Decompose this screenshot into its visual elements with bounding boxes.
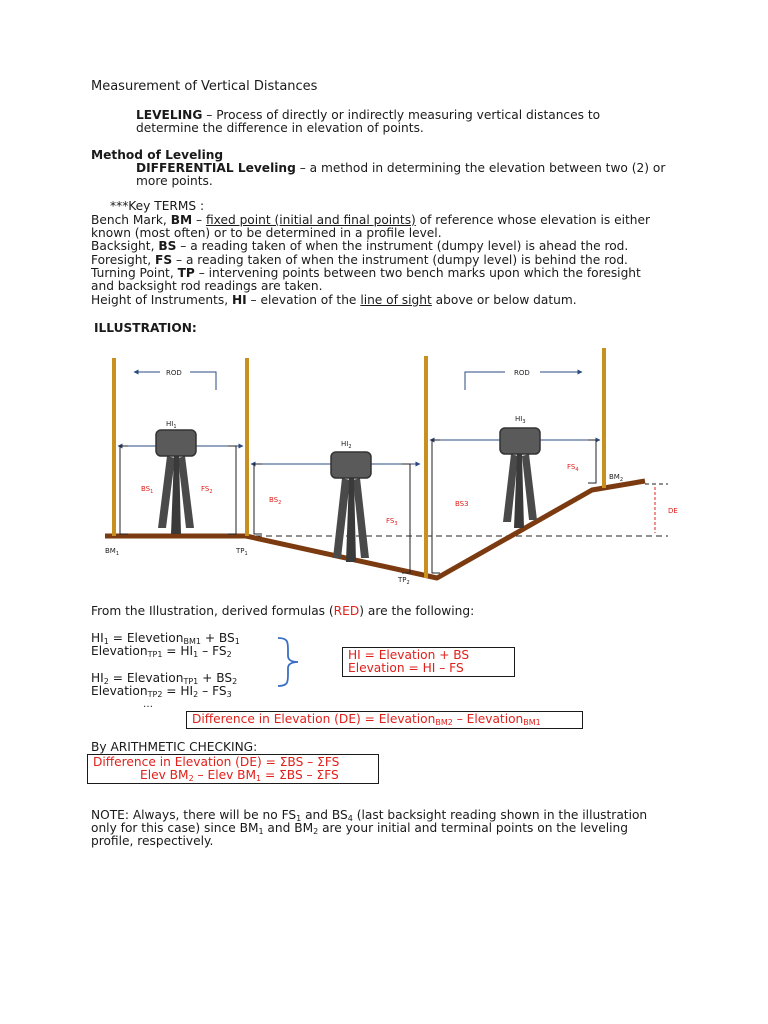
tp-rest: – intervening points between two bench marks upon which the foresight xyxy=(194,266,641,280)
intro-text-b: ) are the following: xyxy=(359,604,475,618)
hi-label: Height of Instruments, xyxy=(91,293,232,307)
formula-hi1: $HI_1$ = Elevetion$_{BM1}$ + $BS_1$ xyxy=(91,631,240,646)
checking-heading: By ARITHMETIC CHECKING: xyxy=(91,740,258,754)
hi-underlined: line of sight xyxy=(360,293,432,307)
note-line3: profile, respectively. xyxy=(91,834,214,848)
fs-abbr: FS xyxy=(155,253,173,267)
de-label: DE xyxy=(668,507,678,515)
bs-rest: – a reading taken of when the instrument (dumpy level) is ahead the rod. xyxy=(176,239,629,253)
rod-tp1 xyxy=(245,358,249,536)
bs3-bracket xyxy=(432,440,440,573)
bm-dash: – xyxy=(192,213,206,227)
term-bench-mark-line2: known (most often) or to be determined in a profile level. xyxy=(91,226,442,240)
differential-term: DIFFERENTIAL Leveling xyxy=(136,161,296,175)
box-formula-hi: HI = Elevation + BS xyxy=(348,648,470,662)
note-line2: only for this case) since $BM_1$ and $BM_2$ are your initial and terminal points on the leveling xyxy=(91,821,628,836)
rod-bm2 xyxy=(602,348,606,488)
checking-box xyxy=(87,754,379,784)
bs3-label: BS3 xyxy=(455,500,469,508)
fs4-bracket xyxy=(588,440,596,483)
formula-ellipsis: … xyxy=(143,699,153,710)
fs3-bracket xyxy=(402,464,410,573)
method-heading: Method of Leveling xyxy=(91,148,224,162)
tp-abbr: TP xyxy=(177,266,195,280)
hi3-label: $HI_3$ xyxy=(515,415,526,425)
leveling-def-line1: – Process of directly or indirectly measuring vertical distances to xyxy=(202,108,601,122)
fs4-label: $FS_4$ xyxy=(567,463,579,473)
differential-def-line2: more points. xyxy=(136,174,213,188)
bm2-label: $BM_2$ xyxy=(609,473,624,483)
bm-underlined: fixed point (initial and final points) xyxy=(205,213,416,227)
intro-text-a: From the Illustration, derived formulas ( xyxy=(91,604,334,618)
tp1-label: $TP_1$ xyxy=(236,547,248,557)
fs2-bracket xyxy=(228,446,236,534)
dumpy-level-1 xyxy=(156,430,196,534)
leveling-term: LEVELING xyxy=(136,108,203,122)
fs-rest: – a reading taken of when the instrument (dumpy level) is behind the rod. xyxy=(172,253,628,267)
curly-brace-icon xyxy=(274,636,304,688)
rod-bm1 xyxy=(112,358,116,536)
formula-elev-tp2: Elevation$_{TP2}$ = $HI_2 - FS_3$ xyxy=(91,684,232,699)
bs-abbr: BS xyxy=(158,239,177,253)
note-line1: NOTE: Always, there will be no $FS_1$ and $BS_4$ (last backsight reading shown in the illustration xyxy=(91,808,648,823)
fs-label: Foresight, xyxy=(91,253,155,267)
hi-rest: above or below datum. xyxy=(431,293,577,307)
hi-mid: – elevation of the xyxy=(246,293,361,307)
intro-red-word: RED xyxy=(333,604,360,618)
fs2-label: $FS_2$ xyxy=(201,485,213,495)
checking-line2: Elev $BM_2$ – Elev $BM_1 = \Sigma BS - \Sigma FS$ xyxy=(140,768,339,783)
fs3-label: $FS_3$ xyxy=(386,517,398,527)
bs-label: Backsight, xyxy=(91,239,159,253)
bs1-bracket xyxy=(120,446,128,534)
bm-rest: of reference whose elevation is either xyxy=(415,213,651,227)
box-formula-elevation: Elevation = HI – FS xyxy=(348,661,464,675)
illustration-heading: ILLUSTRATION: xyxy=(94,321,197,335)
formula-elev-tp1: Elevation$_{TP1}$ = $HI_1 - FS_2$ xyxy=(91,644,232,659)
tp-label: Turning Point, xyxy=(91,266,178,280)
hi1-label: $HI_1$ xyxy=(166,420,177,430)
formula-box-de xyxy=(186,711,583,729)
key-terms-heading: ***Key TERMS : xyxy=(110,199,205,213)
checking-line1: Difference in Elevation (DE) = ΣBS – ΣFS xyxy=(93,755,340,769)
bm1-label: $BM_1$ xyxy=(105,547,120,557)
leveling-def-line2: determine the difference in elevation of points. xyxy=(136,121,424,135)
rod-tp2 xyxy=(424,356,428,578)
tp2-label: $TP_2$ xyxy=(398,576,410,586)
hi-abbr: HI xyxy=(231,293,247,307)
bs2-label: $BS_2$ xyxy=(269,496,282,506)
rod-label-1: ROD xyxy=(166,369,182,377)
bm-abbr: BM xyxy=(170,213,193,227)
rod-label-2: ROD xyxy=(514,369,530,377)
differential-def-line1: – a method in determining the elevation between two (2) or xyxy=(295,161,666,175)
formulas-intro xyxy=(91,605,474,618)
hi2-label: $HI_2$ xyxy=(341,440,352,450)
formula-hi2: $HI_2$ = Elevation$_{TP1}$ + $BS_2$ xyxy=(91,671,238,686)
bs2-bracket xyxy=(254,464,262,534)
dumpy-level-2 xyxy=(331,452,371,562)
box-formula-de: Difference in Elevation (DE) = Elevation$_{BM2}$ – Elevation$_{BM1}$ xyxy=(192,712,541,727)
dumpy-level-3 xyxy=(500,428,540,528)
page-title: Measurement of Vertical Distances xyxy=(91,79,318,94)
bs1-label: $BS_1$ xyxy=(141,485,154,495)
formula-box-hi xyxy=(342,647,515,677)
term-turning-point-line2: and backsight rod readings are taken. xyxy=(91,279,323,293)
bm-label: Bench Mark, xyxy=(91,213,171,227)
